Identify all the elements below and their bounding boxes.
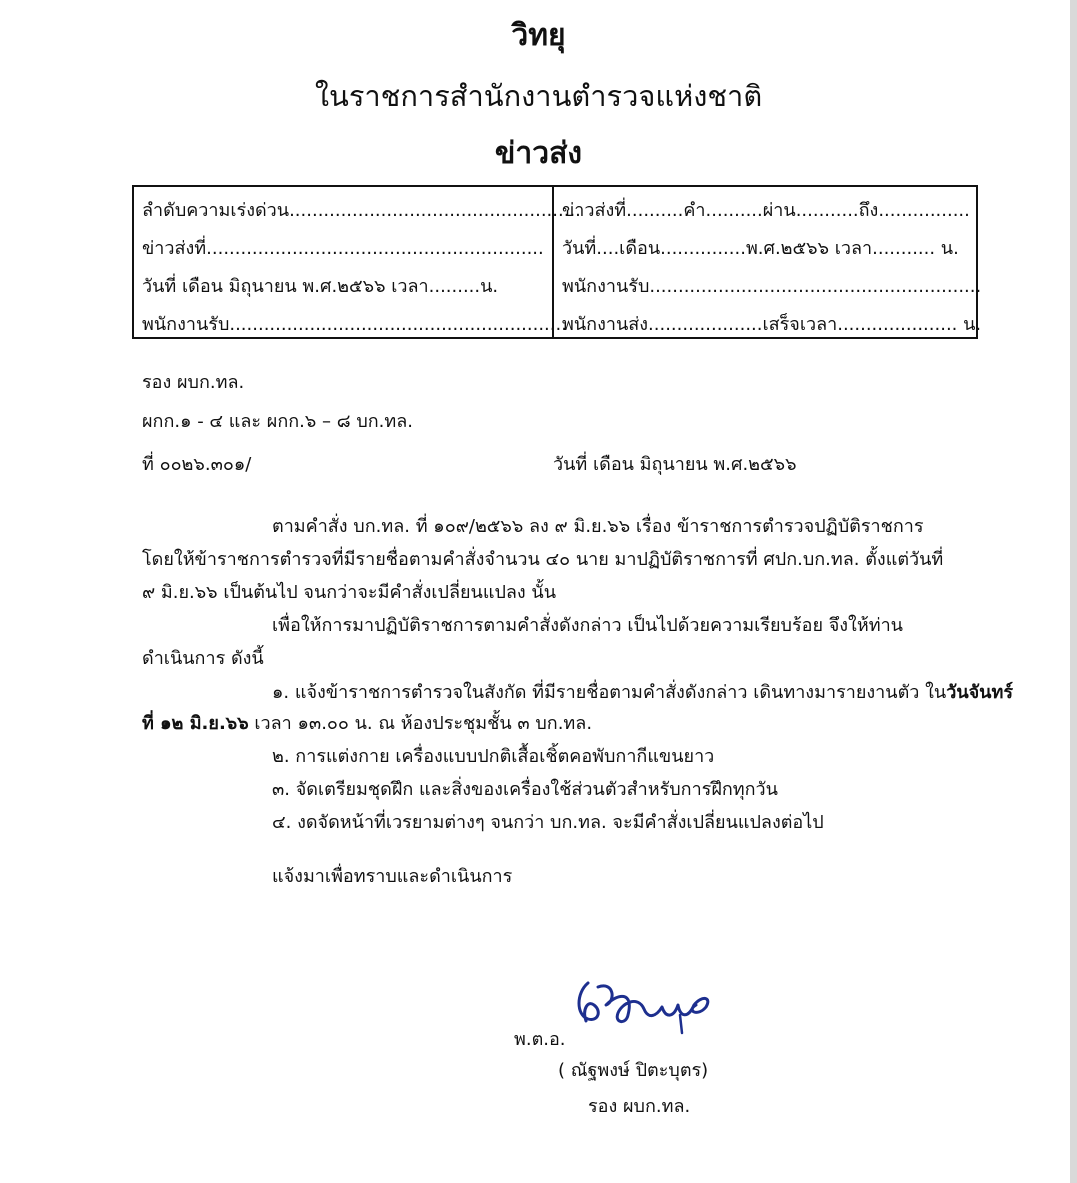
document-subtitle: ในราชการสำนักงานตำรวจแห่งชาติ [314, 79, 763, 113]
paragraph-1-line-3: ๙ มิ.ย.๖๖ เป็นต้นไป จนกว่าจะมีคำสั่งเปลี่ยนแปลง นั้น [142, 582, 557, 603]
sent-date-field: วันที่....เดือน...............พ.ศ.๒๕๖๖ เวลา........... น. [562, 238, 959, 259]
signer-name: ( ณัฐพงษ์ ปิตะบุตร) [558, 1060, 709, 1081]
document-type: ข่าวส่ง [494, 136, 583, 171]
message-header-table [132, 185, 982, 339]
message-number-field: ข่าวส่งที่........................................................... [142, 238, 544, 259]
receiver-field: พนักงานรับ........................................................... [142, 314, 567, 335]
paragraph-1-line-1: ตามคำสั่ง บก.ทล. ที่ ๑๐๙/๒๕๖๖ ลง ๙ มิ.ย.๖๖ เรื่อง ข้าราชการตำรวจปฏิบัติราชการ [272, 516, 924, 537]
paragraph-2-line-1: เพื่อให้การมาปฏิบัติราชการตามคำสั่งดังกล่าว เป็นไปด้วยความเรียบร้อย จึงให้ท่าน [272, 615, 903, 636]
document-title: วิทยุ [511, 18, 566, 53]
item-1-line-1 [272, 677, 1013, 706]
reference-number: ที่ ๐๐๒๖.๓๐๑/ [142, 454, 252, 475]
handwritten-signature [570, 975, 720, 1037]
closing-statement: แจ้งมาเพื่อทราบและดำเนินการ [272, 866, 513, 887]
page-edge-shadow [1070, 0, 1077, 1183]
item-4: ๔. งดจัดหน้าที่เวรยามต่างๆ จนกว่า บก.ทล. จะมีคำสั่งเปลี่ยนแปลงต่อไป [272, 812, 824, 833]
paragraph-2-line-2: ดำเนินการ ดังนี้ [142, 648, 264, 669]
priority-field: ลำดับความเร่งด่วน................................................... [142, 200, 581, 221]
recipient-cc: ผกก.๑ - ๔ และ ผกก.๖ – ๘ บก.ทล. [142, 411, 414, 432]
item-1-text: ๑. แจ้งข้าราชการตำรวจในสังกัด ที่มีรายชื่อตามคำสั่งดังกล่าว เดินทางมารายงานตัว ใน [272, 682, 947, 703]
recipient-to: รอง ผบก.ทล. [142, 372, 245, 393]
sent-receiver-field: พนักงานรับ.......................................................... [562, 276, 982, 297]
paragraph-1-line-2: โดยให้ข้าราชการตำรวจที่มีรายชื่อตามคำสั่งจำนวน ๔๐ นาย มาปฏิบัติราชการที่ ศปก.บก.ทล. ตั้งแต่วันที่ [142, 549, 944, 570]
item-1-highlight-date: ที่ ๑๒ มิ.ย.๖๖ [142, 713, 249, 734]
item-1-time-location: เวลา ๑๓.๐๐ น. ณ ห้องประชุมชั้น ๓ บก.ทล. [248, 713, 593, 734]
item-1-highlight-day: วันจันทร์ [946, 682, 1014, 703]
sent-message-field: ข่าวส่งที่..........คำ..........ผ่าน...........ถึง................ [562, 200, 970, 221]
item-3: ๓. จัดเตรียมชุดฝึก และสิ่งของเครื่องใช้ส่วนตัวสำหรับการฝึกทุกวัน [272, 779, 778, 800]
item-1-line-2 [142, 708, 592, 737]
signer-rank: พ.ต.อ. [514, 1029, 566, 1050]
document-date: วันที่ เดือน มิถุนายน พ.ศ.๒๕๖๖ [553, 454, 797, 475]
sender-field: พนักงานส่ง....................เสร็จเวลา..................... น. [562, 314, 982, 335]
date-time-field: วันที่ เดือน มิถุนายน พ.ศ.๒๕๖๖ เวลา.........น. [142, 276, 499, 297]
item-2: ๒. การแต่งกาย เครื่องแบบปกติเสื้อเชิ้ตคอพับกากีแขนยาว [272, 746, 715, 767]
signer-position: รอง ผบก.ทล. [588, 1096, 691, 1117]
